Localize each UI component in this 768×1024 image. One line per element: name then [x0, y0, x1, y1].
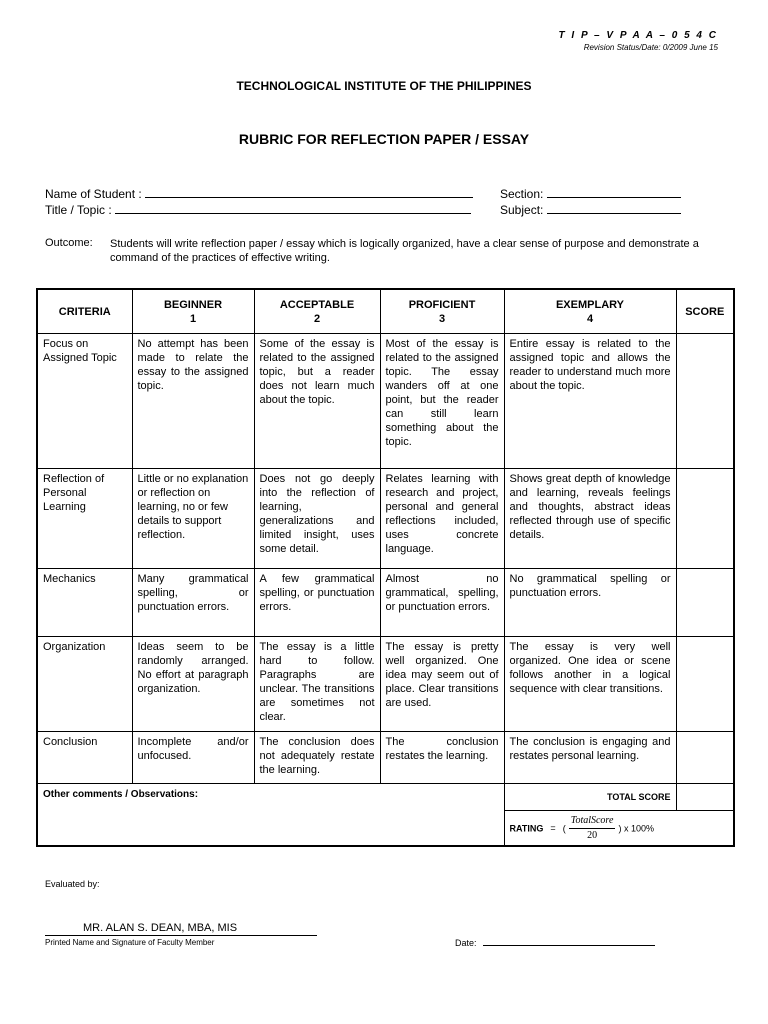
subject-field — [500, 203, 681, 217]
criteria-cell: Reflection of Personal Learning — [37, 468, 132, 568]
institution-name: TECHNOLOGICAL INSTITUTE OF THE PHILIPPINES — [236, 79, 532, 93]
exemplary-cell: Shows great depth of knowledge and learning, reveals feelings and thoughts, abstract ideas reflected through use of specific details. — [504, 468, 676, 568]
evaluated-by-label: Evaluated by: — [45, 879, 100, 889]
exemplary-cell: The essay is very well organized. One idea or scene follows another in a logical sequence with clear transitions. — [504, 636, 676, 731]
proficient-cell: The conclusion restates the learning. — [380, 731, 504, 783]
student-name-blank — [145, 187, 473, 198]
header-score: SCORE — [676, 289, 734, 333]
title-topic-field — [45, 203, 471, 217]
section-label: Section: — [500, 187, 544, 201]
date-label: Date: — [455, 938, 477, 948]
proficient-cell: The essay is pretty well organized. One idea may seem out of place. Clear transitions are used. — [380, 636, 504, 731]
subject-label: Subject: — [500, 203, 544, 217]
subject-blank — [547, 203, 681, 214]
exemplary-cell: Entire essay is related to the assigned topic and allows the reader to understand much more about the topic. — [504, 333, 676, 468]
criteria-cell: Mechanics — [37, 568, 132, 636]
header-proficient-label: PROFICIENT — [408, 298, 476, 311]
rating-label: RATING — [509, 822, 544, 833]
header-exemplary-level: 4 — [586, 312, 594, 325]
total-score-cell[interactable] — [676, 783, 734, 810]
header-acceptable-label: ACCEPTABLE — [279, 298, 355, 311]
acceptable-cell: The conclusion does not adequately restate the learning. — [254, 731, 380, 783]
beginner-cell: Ideas seem to be randomly arranged. No effort at paragraph organization. — [132, 636, 254, 731]
exemplary-cell: The conclusion is engaging and restates personal learning. — [504, 731, 676, 783]
score-cell[interactable] — [676, 468, 734, 568]
score-cell[interactable] — [676, 636, 734, 731]
header-criteria: CRITERIA — [37, 289, 132, 333]
header-exemplary-label: EXEMPLARY — [555, 298, 625, 311]
total-score-label: TOTAL SCORE — [504, 783, 676, 810]
rating-numerator: TotalScore — [569, 814, 616, 829]
table-row — [37, 333, 734, 468]
criteria-cell: Focus on Assigned Topic — [37, 333, 132, 468]
criteria-cell: Organization — [37, 636, 132, 731]
proficient-cell: Most of the essay is related to the assigned topic. The essay wanders off at one point, but the reader can still learn something about the topic. — [380, 333, 504, 468]
revision-status: Revision Status/Date: 0/2009 June 15 — [583, 43, 718, 52]
rating-cell — [504, 810, 734, 846]
rating-equals: = — [550, 822, 556, 833]
date-field — [455, 937, 655, 948]
header-beginner — [132, 289, 254, 333]
rubric-table — [36, 288, 735, 847]
acceptable-cell: Some of the essay is related to the assigned topic, but a reader does not learn much about the topic. — [254, 333, 380, 468]
score-cell[interactable] — [676, 333, 734, 468]
header-proficient — [380, 289, 504, 333]
beginner-cell: Little or no explanation or reflection on learning, no or few details to support reflection. — [132, 468, 254, 568]
rating-close: ) x 100% — [618, 822, 654, 833]
criteria-cell: Conclusion — [37, 731, 132, 783]
beginner-cell: No attempt has been made to relate the essay to the assigned topic. — [132, 333, 254, 468]
header-beginner-level: 1 — [189, 312, 197, 325]
comments-row — [37, 783, 734, 810]
student-name-label: Name of Student : — [45, 187, 142, 201]
signature-caption: Printed Name and Signature of Faculty Member — [45, 938, 215, 947]
score-cell[interactable] — [676, 568, 734, 636]
outcome-label: Outcome: — [45, 237, 93, 249]
table-row — [37, 568, 734, 636]
title-topic-label: Title / Topic : — [45, 203, 112, 217]
acceptable-cell: A few grammatical spelling, or punctuation errors. — [254, 568, 380, 636]
header-row — [37, 289, 734, 333]
beginner-cell: Incomplete and/or unfocused. — [132, 731, 254, 783]
header-beginner-label: BEGINNER — [163, 298, 223, 311]
exemplary-cell: No grammatical spelling or punctuation errors. — [504, 568, 676, 636]
rating-denominator: 20 — [587, 829, 598, 841]
header-acceptable — [254, 289, 380, 333]
date-blank — [483, 937, 655, 946]
faculty-name: MR. ALAN S. DEAN, MBA, MIS — [45, 922, 317, 936]
document-code: T I P – V P A A – 0 5 4 C — [558, 30, 718, 41]
beginner-cell: Many grammatical spelling, or punctuation errors. — [132, 568, 254, 636]
comments-label: Other comments / Observations: — [43, 788, 199, 800]
header-exemplary — [504, 289, 676, 333]
score-cell[interactable] — [676, 731, 734, 783]
rubric-title: RUBRIC FOR REFLECTION PAPER / ESSAY — [238, 131, 530, 147]
table-row — [37, 636, 734, 731]
title-topic-blank — [115, 203, 471, 214]
header-proficient-level: 3 — [438, 312, 446, 325]
header-acceptable-level: 2 — [313, 312, 321, 325]
proficient-cell: Almost no grammatical, spelling, or punctuation errors. — [380, 568, 504, 636]
outcome-text: Students will write reflection paper / essay which is logically organized, have a clear sense of purpose and demonstrate a command of the practices of effective writing. — [110, 238, 699, 264]
rating-fraction — [569, 814, 616, 843]
student-name-field — [45, 187, 473, 201]
table-row — [37, 468, 734, 568]
acceptable-cell: The essay is a little hard to follow. Paragraphs are unclear. The transitions are sometimes not clear. — [254, 636, 380, 731]
acceptable-cell: Does not go deeply into the reflection of learning, generalizations and limited insight, uses some detail. — [254, 468, 380, 568]
proficient-cell: Relates learning with research and project, personal and general reflections included, uses concrete language. — [380, 468, 504, 568]
rating-open-paren: ( — [562, 822, 566, 833]
table-row — [37, 731, 734, 783]
section-blank — [547, 187, 681, 198]
comments-cell[interactable] — [37, 783, 504, 846]
section-field — [500, 187, 681, 201]
